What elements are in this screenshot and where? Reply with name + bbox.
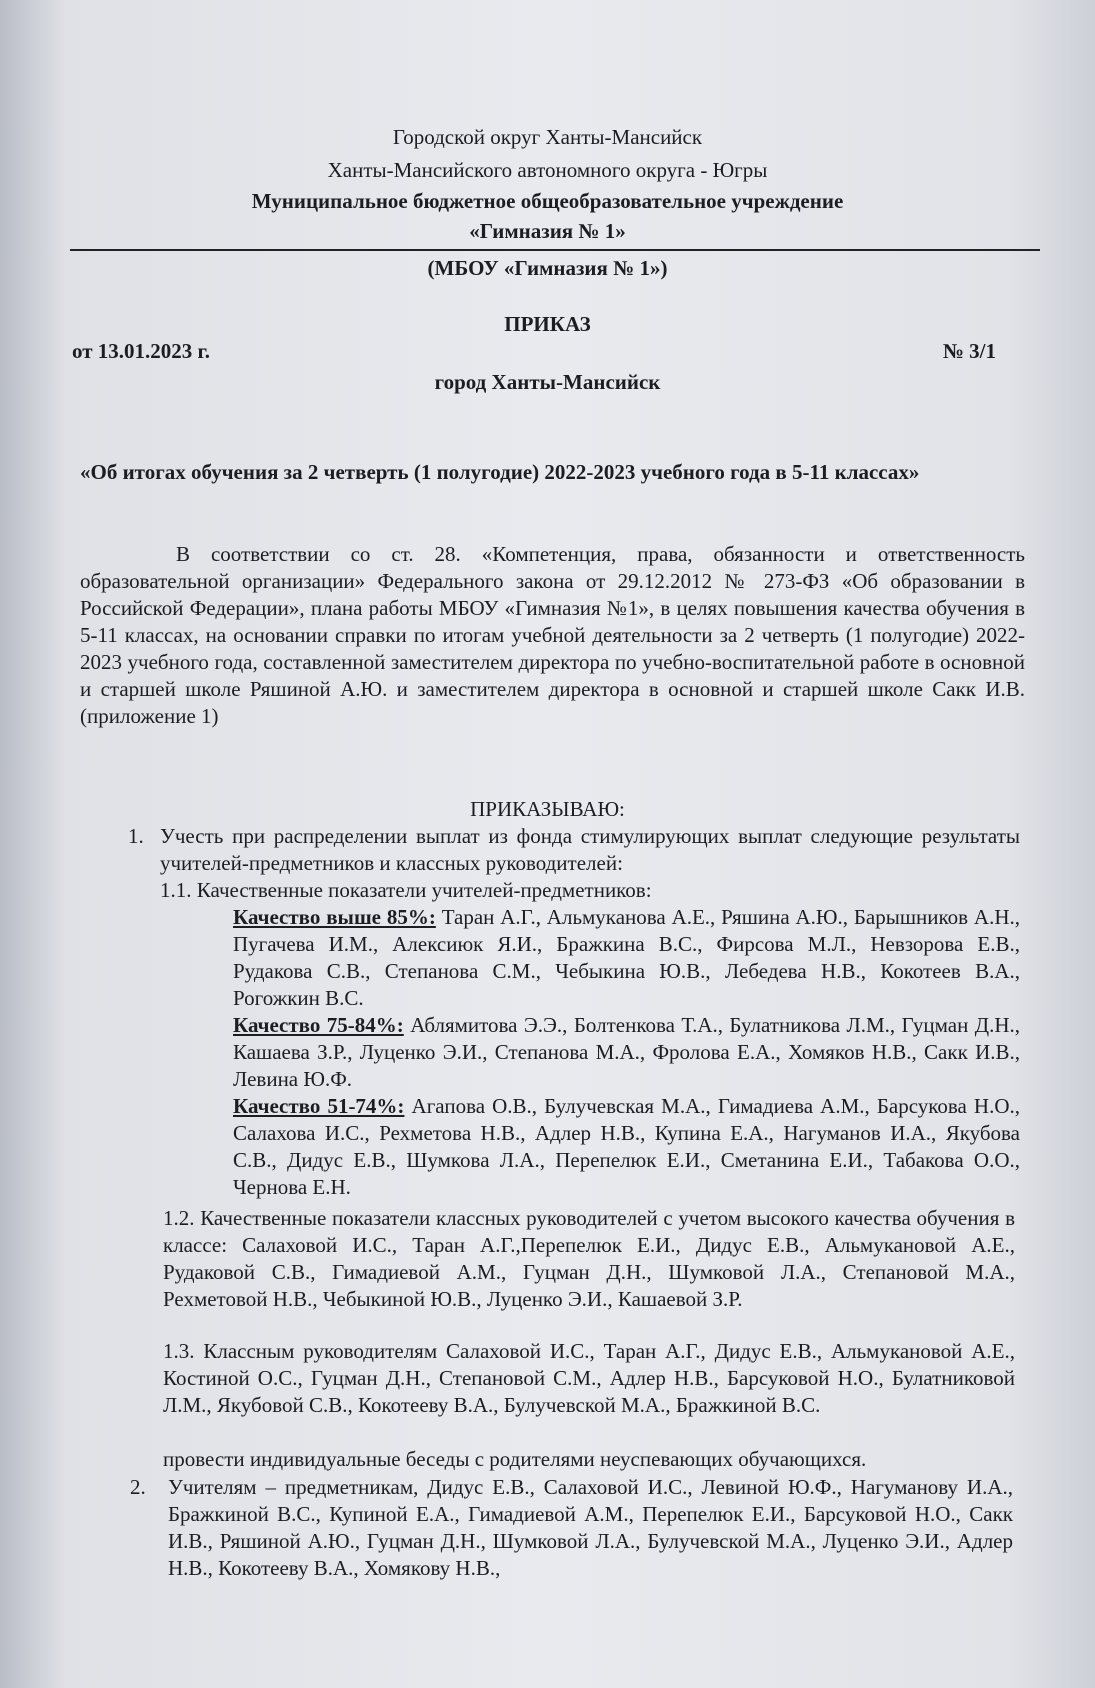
preamble: В соответствии со ст. 28. «Компетенция, права, обязанности и ответственность образовательной организации» Федерального закона от 29.12.2012 № 273-ФЗ «Об образовании в Российской Федерации», плана работы МБОУ «Гимназия №1», в целях повышения качества обучения в 5-11 классах, на основании справки по итогам учебной деятельности за 2 четверть (1 полугодие) 2022-2023 учебного года, составленной заместителем директора по учебно-воспитательной работе в основной и старшей школе Ряшиной А.Ю. и заместителем директора в основной и старшей школе Сакк И.В.(приложение 1) [80, 542, 1025, 728]
header-line-4: «Гимназия № 1» [469, 219, 626, 243]
quality-group-mid [233, 1012, 1020, 1093]
quality-names-mid: Аблямитова Э.Э., Болтенкова Т.А., Булатникова Л.М., Гуцман Д.Н., Кашаева З.Р., Луценко Э.И., Степанова М.А., Фролова Е.А., Хомяков Н.В., Сакк И.В., Левина Ю.Ф. [233, 1013, 1021, 1091]
quality-names-low: Агапова О.В., Булучевская М.А., Гимадиева А.М., Барсукова Н.О., Салахова И.С., Рехметова Н.В., Адлер Н.В., Купина Е.А., Нагуманов И.А., Якубова С.В., Дидус Е.В., Шумкова Л.А., Перепелюк Е.И., Сметанина Е.И., Табакова О.О., Чернова Е.Н. [233, 1094, 1021, 1199]
order-city: город Ханты-Мансийск [434, 370, 661, 394]
item-1-number: 1. [128, 824, 144, 848]
header-line-3: Муниципальное бюджетное общеобразовательное учреждение [251, 189, 844, 213]
order-number: № 3/1 [942, 339, 996, 363]
quality-label-low: Качество 51-74%: [233, 1094, 405, 1118]
item-1-3: 1.3. Классным руководителям Салаховой И.С., Таран А.Г., Дидус Е.В., Альмукановой А.Е., Костиной О.С., Гуцман Д.Н., Степановой С.М., Адлер Н.В., Барсуковой Н.О., Булатниковой Л.М., Якубовой С.В., Кокотееву В.А., Булучевской М.А., Бражкиной В.С. [163, 1339, 1015, 1417]
order-title: ПРИКАЗ [504, 312, 591, 336]
item-2-number: 2. [130, 1475, 146, 1499]
item-1-1-heading: 1.1. Качественные показатели учителей-предметников: [160, 878, 652, 902]
order-subject: «Об итогах обучения за 2 четверть (1 полугодие) 2022-2023 учебного года в 5-11 классах» [80, 460, 920, 484]
quality-names-high: Таран А.Г., Альмуканова А.Е., Ряшина А.Ю., Барышников А.Н., Пугачева И.М., Алексиюк Я.И., Бражкина В.С., Фирсова М.Л., Невзорова Е.В., Рудакова С.В., Степанова С.М., Чебыкина Ю.В., Лебедева Н.В., Кокотеев В.А., Рогожкин В.С. [233, 905, 1020, 1010]
header-line-2: Ханты-Мансийского автономного округа - Югры [327, 158, 768, 182]
quality-group-low [233, 1093, 1020, 1201]
item-1-3-tail: провести индивидуальные беседы с родителями неуспевающих обучающихся. [163, 1447, 867, 1471]
header-short-name: (МБОУ «Гимназия № 1») [427, 256, 668, 280]
quality-group-high [233, 904, 1020, 1012]
quality-label-mid: Качество 75-84%: [233, 1013, 404, 1037]
order-date: от 13.01.2023 г. [72, 339, 210, 363]
item-1-text: Учесть при распределении выплат из фонда стимулирующих выплат следующие результаты учителей-предметников и классных руководителей: [160, 824, 1020, 875]
item-2-text: Учителям – предметникам, Дидус Е.В., Салаховой И.С., Левиной Ю.Ф., Нагуманову И.А., Бражкиной В.С., Купиной Е.А., Гимадиевой А.М., Перепелюк Е.И., Барсуковой Н.О., Сакк И.В., Ряшиной А.Ю., Гуцман Д.Н., Шумковой Л.А., Булучевской М.А., Луценко Э.И., Адлер Н.В., Кокотееву В.А., Хомякову Н.В., [168, 1475, 1013, 1580]
header-rule [70, 249, 1040, 251]
header-line-1: Городской округ Ханты-Мансийск [392, 125, 703, 149]
quality-label-high: Качество выше 85%: [233, 905, 436, 929]
orders-heading: ПРИКАЗЫВАЮ: [470, 797, 625, 821]
item-1-2: 1.2. Качественные показатели классных руководителей с учетом высокого качества обучения в классе: Салаховой И.С., Таран А.Г.,Перепелюк Е.И., Дидус Е.В., Альмукановой А.Е., Рудаковой С.В., Гимадиевой А.М., Гуцман Д.Н., Шумковой Л.А., Степановой М.А., Рехметовой Н.В., Чебыкиной Ю.В., Луценко Э.И., Кашаевой З.Р. [163, 1206, 1015, 1311]
